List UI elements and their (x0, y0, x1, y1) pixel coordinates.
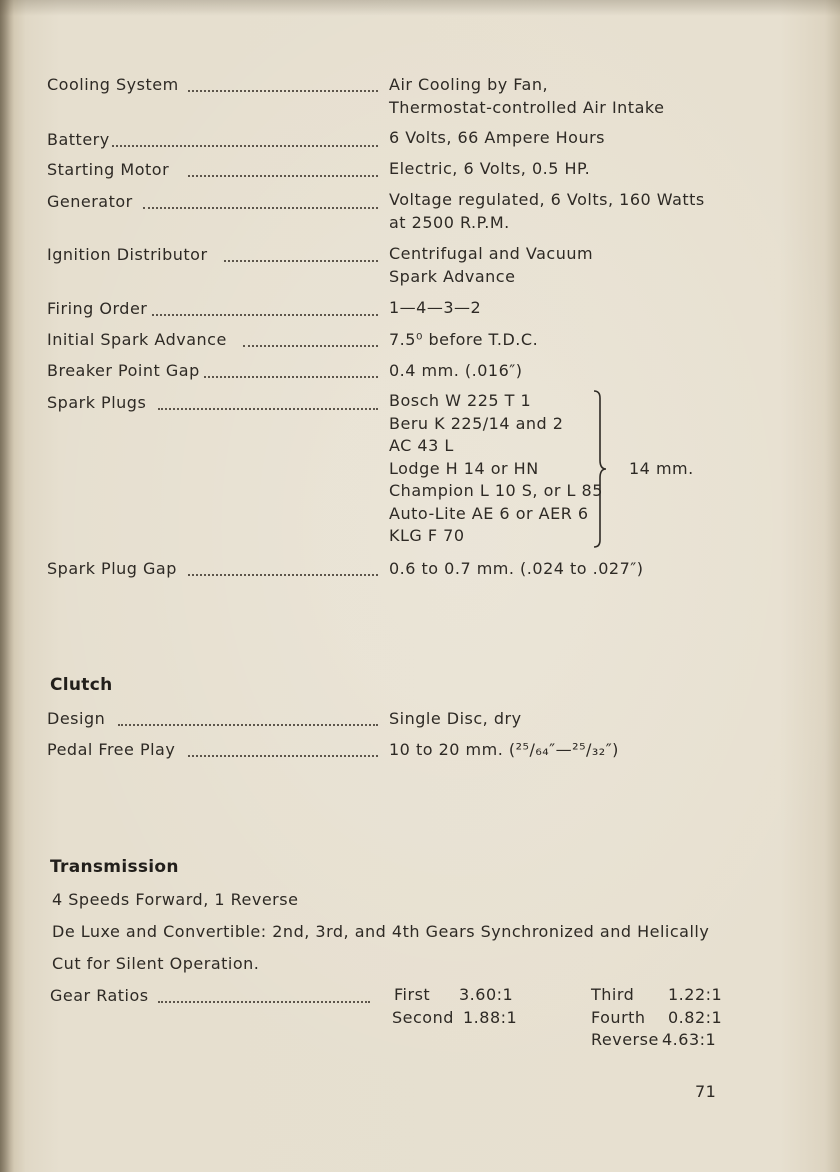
right-brace (592, 390, 608, 548)
page-number: 71 (695, 1082, 717, 1101)
dot-leader (204, 364, 378, 378)
dot-leader (158, 396, 378, 410)
dot-leader (143, 195, 378, 209)
spark-plug-thread-size: 14 mm. (629, 459, 694, 478)
spec-value-battery: 6 Volts, 66 Ampere Hours (389, 128, 605, 147)
spec-value-cooling-system: Air Cooling by Fan, Thermostat-controlled Air Intake (389, 75, 665, 117)
spec-label-design: Design (47, 709, 106, 728)
dot-leader (224, 248, 378, 262)
gear-name-third: Third (591, 985, 635, 1004)
transmission-line-helical: Cut for Silent Operation. (52, 954, 260, 973)
spec-label-cooling-system: Cooling System (47, 75, 179, 94)
gear-name-reverse: Reverse (591, 1030, 659, 1049)
dot-leader (188, 743, 378, 757)
gear-name-fourth: Fourth (591, 1008, 646, 1027)
spec-label-starting-motor: Starting Motor (47, 160, 170, 179)
dot-leader (188, 78, 378, 92)
dot-leader (158, 989, 370, 1003)
spec-value-initial-spark-advance: 7.5⁰ before T.D.C. (389, 330, 539, 349)
transmission-line-synchro: De Luxe and Convertible: 2nd, 3rd, and 4th Gears Synchronized and Helically (52, 922, 710, 941)
section-heading-clutch: Clutch (50, 675, 113, 695)
spec-label-breaker-point-gap: Breaker Point Gap (47, 361, 200, 380)
spec-label-gear-ratios: Gear Ratios (50, 986, 149, 1005)
spec-label-spark-plug-gap: Spark Plug Gap (47, 559, 177, 578)
spec-value-pedal-free-play: 10 to 20 mm. (²⁵/₆₄″—²⁵/₃₂″) (389, 740, 619, 759)
spec-label-firing-order: Firing Order (47, 299, 148, 318)
spec-value-design: Single Disc, dry (389, 709, 522, 728)
gear-ratio-first: 3.60:1 (459, 985, 514, 1004)
spec-label-generator: Generator (47, 192, 133, 211)
dot-leader (152, 302, 378, 316)
spec-label-ignition-distributor: Ignition Distributor (47, 245, 208, 264)
spec-value-breaker-point-gap: 0.4 mm. (.016″) (389, 361, 523, 380)
spec-value-spark-plugs: Bosch W 225 T 1 Beru K 225/14 and 2 AC 43 L Lodge H 14 or HN Champion L 10 S, or L 85 Auto-Lite AE 6 or AER 6 KLG F 70 (389, 391, 603, 545)
section-heading-transmission: Transmission (50, 857, 179, 877)
gear-ratio-third: 1.22:1 (668, 985, 723, 1004)
dot-leader (112, 133, 378, 147)
dot-leader (188, 163, 378, 177)
spec-label-battery: Battery (47, 130, 110, 149)
spec-label-pedal-free-play: Pedal Free Play (47, 740, 176, 759)
gear-ratio-second: 1.88:1 (463, 1008, 518, 1027)
transmission-line-speeds: 4 Speeds Forward, 1 Reverse (52, 890, 299, 909)
spec-value-ignition-distributor: Centrifugal and Vacuum Spark Advance (389, 244, 594, 286)
top-shade (0, 0, 840, 16)
gear-ratio-fourth: 0.82:1 (668, 1008, 723, 1027)
spec-value-generator: Voltage regulated, 6 Volts, 160 Watts at 2500 R.P.M. (389, 190, 705, 232)
spec-label-spark-plugs: Spark Plugs (47, 393, 147, 412)
spec-label-initial-spark-advance: Initial Spark Advance (47, 330, 227, 349)
dot-leader (118, 712, 378, 726)
spec-value-spark-plug-gap: 0.6 to 0.7 mm. (.024 to .027″) (389, 559, 644, 578)
spec-value-firing-order: 1—4—3—2 (389, 298, 482, 317)
binding-shadow (0, 0, 14, 1172)
dot-leader (243, 333, 378, 347)
gear-ratio-reverse: 4.63:1 (662, 1030, 717, 1049)
gear-name-first: First (394, 985, 431, 1004)
dot-leader (188, 562, 378, 576)
gear-name-second: Second (392, 1008, 454, 1027)
spec-value-starting-motor: Electric, 6 Volts, 0.5 HP. (389, 159, 591, 178)
